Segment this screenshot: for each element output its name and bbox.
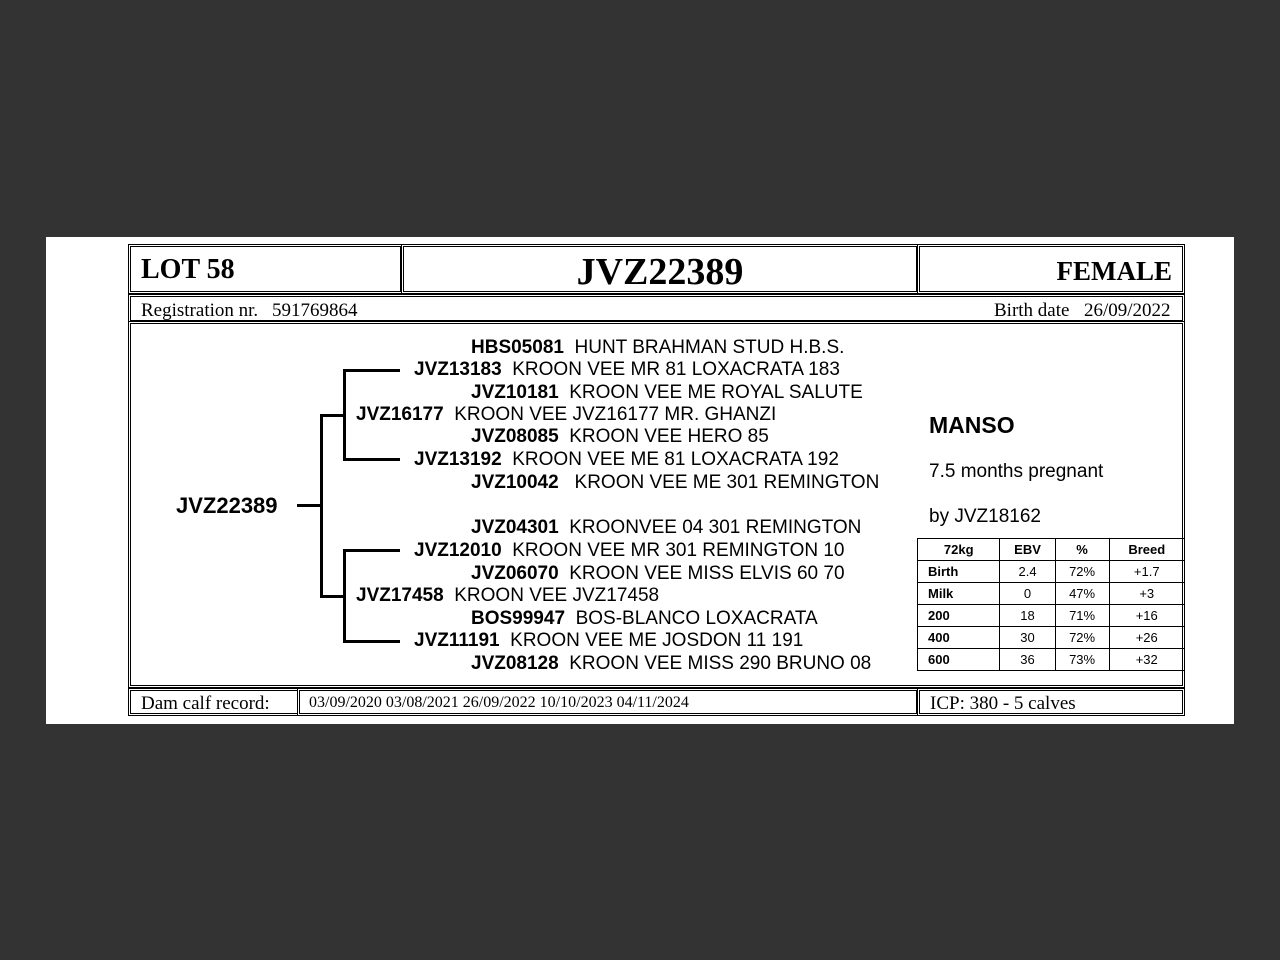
ebv-header-cell: Breed (1109, 539, 1184, 561)
ebv-accuracy: 72% (1055, 627, 1109, 649)
pedigree-name: HUNT BRAHMAN STUD H.B.S. (574, 337, 845, 358)
animal-id-title: JVZ22389 (576, 251, 744, 293)
ebv-accuracy: 71% (1055, 605, 1109, 627)
ebv-accuracy: 47% (1055, 583, 1109, 605)
pedigree-sire-dam (414, 449, 839, 471)
connector-dam-sire (343, 549, 400, 552)
ebv-breed: +3 (1109, 583, 1184, 605)
ebv-row (918, 649, 1185, 671)
pedigree-id: HBS05081 (471, 337, 564, 358)
connector-sire (320, 414, 344, 417)
connector-sire-sire (343, 369, 400, 372)
pedigree-animal-id: JVZ22389 (176, 493, 278, 518)
pedigree-name: KROON VEE JVZ17458 (454, 585, 660, 606)
pedigree-sire-sire (414, 359, 840, 381)
pedigree-sire (356, 404, 776, 426)
ebv-row (918, 583, 1185, 605)
pedigree-id: BOS99947 (471, 608, 566, 629)
ebv-row (918, 561, 1185, 583)
ebv-breed: +26 (1109, 627, 1184, 649)
connector-sire-dam (343, 458, 400, 461)
pedigree-name: KROONVEE 04 301 REMINGTON (569, 517, 862, 538)
dam-calf-record-label: Dam calf record: (141, 693, 270, 714)
pedigree-id: JVZ16177 (356, 404, 444, 425)
dam-record-box (297, 688, 919, 716)
lot-number: LOT 58 (141, 254, 235, 285)
ebv-trait: 600 (918, 649, 1000, 671)
animal-id-box (401, 244, 919, 294)
ebv-accuracy: 73% (1055, 649, 1109, 671)
pedigree-dam-dam-sire (471, 608, 818, 630)
pedigree-dam-dam (414, 630, 803, 652)
pedigree-id: JVZ11191 (414, 630, 500, 651)
pedigree-sire-dam-sire (471, 426, 769, 448)
ebv-breed: +32 (1109, 649, 1184, 671)
lot-card (46, 237, 1234, 724)
pedigree-name: KROON VEE ME 301 REMINGTON (574, 472, 880, 493)
birth-date: 26/09/2022 (1084, 300, 1171, 321)
pregnancy-status: 7.5 months pregnant (929, 461, 1104, 482)
ebv-header-cell: % (1055, 539, 1109, 561)
dam-label-box (128, 688, 301, 716)
pedigree-dam (356, 585, 659, 607)
pedigree-dam-dam-dam (471, 653, 871, 675)
ebv-accuracy: 72% (1055, 561, 1109, 583)
ebv-breed: +16 (1109, 605, 1184, 627)
lot-box (128, 244, 403, 294)
sex-label: FEMALE (1056, 256, 1172, 286)
connector-dam-dam (343, 640, 400, 643)
pedigree-id: JVZ08128 (471, 653, 559, 674)
pedigree-name: KROON VEE MR 81 LOXACRATA 183 (512, 359, 840, 380)
connector-dam-trunk (343, 549, 346, 642)
ebv-header-row (918, 539, 1185, 561)
pedigree-name: KROON VEE HERO 85 (569, 426, 769, 447)
registration-row (128, 294, 1185, 323)
pedigree-name: BOS-BLANCO LOXACRATA (575, 608, 818, 629)
pedigree-sire-sire-sire (471, 337, 844, 359)
sex-box (917, 244, 1185, 294)
ebv-value: 30 (1000, 627, 1055, 649)
pedigree-name: KROON VEE MISS ELVIS 60 70 (569, 563, 845, 584)
ebv-header-cell: EBV (1000, 539, 1055, 561)
ebv-table (917, 538, 1185, 671)
ebv-trait: 400 (918, 627, 1000, 649)
pedigree-sire-sire-dam (471, 382, 863, 404)
birth-date-label: Birth date (994, 300, 1070, 321)
pedigree-name: KROON VEE JVZ16177 MR. GHANZI (454, 404, 777, 425)
ebv-value: 18 (1000, 605, 1055, 627)
ebv-row (918, 627, 1185, 649)
dam-calf-record-dates: 03/09/2020 03/08/2021 26/09/2022 10/10/2023 04/11/2024 (309, 694, 689, 711)
registration-label: Registration nr. (141, 300, 259, 321)
pedigree-id: JVZ12010 (414, 540, 502, 561)
connector-trunk (320, 414, 323, 598)
ebv-breed: +1.7 (1109, 561, 1184, 583)
pedigree-name: KROON VEE ME 81 LOXACRATA 192 (512, 449, 839, 470)
pedigree-id: JVZ06070 (471, 563, 559, 584)
connector-dam (320, 595, 344, 598)
pedigree-dam-sire (414, 540, 844, 562)
registration-number: 591769864 (272, 300, 358, 321)
pedigree-name: KROON VEE MISS 290 BRUNO 08 (569, 653, 872, 674)
pedigree-dam-sire-sire (471, 517, 861, 539)
connector-sire-trunk (343, 369, 346, 461)
pedigree-id: JVZ10042 (471, 472, 559, 493)
ebv-value: 2.4 (1000, 561, 1055, 583)
pedigree-name: KROON VEE ME ROYAL SALUTE (569, 382, 863, 403)
pedigree-id: JVZ17458 (356, 585, 444, 606)
pedigree-id: JVZ13183 (414, 359, 502, 380)
ebv-trait: 200 (918, 605, 1000, 627)
ebv-trait: Birth (918, 561, 1000, 583)
pedigree-id: JVZ08085 (471, 426, 559, 447)
ebv-value: 36 (1000, 649, 1055, 671)
pedigree-dam-sire-dam (471, 563, 845, 585)
pedigree-name: KROON VEE ME JOSDON 11 191 (510, 630, 804, 651)
pregnant-by: by JVZ18162 (929, 506, 1041, 527)
icp-box (917, 688, 1185, 716)
pedigree-id: JVZ04301 (471, 517, 559, 538)
icp-summary: ICP: 380 - 5 calves (930, 693, 1076, 714)
ebv-row (918, 605, 1185, 627)
pedigree-id: JVZ13192 (414, 449, 502, 470)
animal-name: MANSO (929, 412, 1015, 438)
pedigree-sire-dam-dam (471, 472, 879, 494)
ebv-value: 0 (1000, 583, 1055, 605)
pedigree-name: KROON VEE MR 301 REMINGTON 10 (512, 540, 845, 561)
pedigree-id: JVZ10181 (471, 382, 559, 403)
ebv-trait: Milk (918, 583, 1000, 605)
ebv-header-cell: 72kg (918, 539, 1000, 561)
